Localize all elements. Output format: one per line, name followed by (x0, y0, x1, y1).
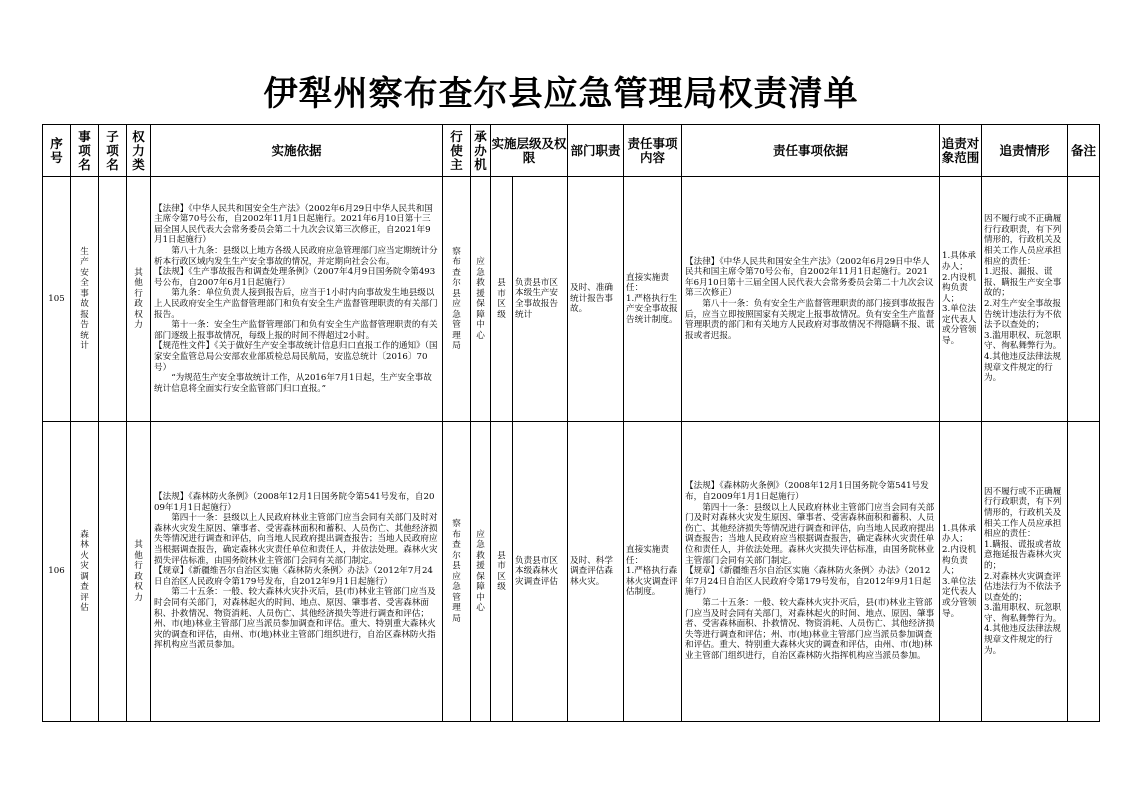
responsibility-table (42, 124, 1100, 722)
cell-resp-basis: 【法规】《森林防火条例》（2008年12月1日国务院令第541号发布，自2009年1月1日起施行） 第四十一条：县级以上人民政府林业主管部门应当会同有关部门及时对森林火灾发生原因、肇事者、受害森林面积和蓄积、人员伤亡、其他经济损失等情况进行调查和评估，向当地人民政府提出调查报告；当地人民政府应当根据调查报告，确定森林火灾责任单位和责任人，并依法处理。森林火灾损失评估标准，由国务院林业主管部门会同有关部门制定。 【规章】《新疆维吾尔自治区实施〈森林防火条例〉办法》（2012年7月24日自治区人民政府令第179号发布，自2012年9月1日起施行） 第二十五条：一般、较大森林火灾扑灭后，县(市)林业主管部门应当及时会同有关部门，对森林起火的时间、地点、原因、肇事者、受害森林面积、扑救情况、物资消耗、人员伤亡、其他经济损失等进行调查和评估；州、市(地)林业主管部门应当派员参加调查和评估。重大、特别重大森林火灾的调查和评估，由州、市(地)林业主管部门组织进行，自治区森林防火指挥机构应当派员参加。 (682, 422, 940, 722)
header-seq: 序号 (43, 125, 71, 177)
cell-level-detail: 负责县市区本级森林火灾调查评估 (513, 422, 568, 722)
cell-subject: 察布查尔县应急管理局 (443, 422, 471, 722)
cell-undertaker: 应急救援保障中心 (471, 177, 491, 422)
header-resp-basis: 责任事项依据 (682, 125, 940, 177)
cell-undertaker: 应急救援保障中心 (471, 422, 491, 722)
cell-resp-basis: 【法律】《中华人民共和国安全生产法》（2002年6月29日中华人民共和国主席令第70号公布，自2002年11月1日起施行。2021年6月10日第十三届全国人民代表大会常务委员会第二十九次会议第三次修正） 第八十一条：负有安全生产监督管理职责的部门接到事故报告后，应当立即按照国家有关规定上报事故情况。负有安全生产监督管理职责的部门和有关地方人民政府对事故情况不得隐瞒不报、谎报或者迟报。 (682, 177, 940, 422)
cell-scope: 1.具体承办人； 2.内设机构负责人； 3.单位法定代表人或分管领导。 (940, 422, 982, 722)
cell-basis: 【法规】《森林防火条例》（2008年12月1日国务院令第541号发布，自2009年1月1日起施行） 第四十一条：县级以上人民政府林业主管部门应当会同有关部门及时对森林火灾发生原因、肇事者、受害森林面积和蓄积、人员伤亡、其他经济损失等情况进行调查和评估，向当地人民政府提出调查报告；当地人民政府应当根据调查报告，确定森林火灾责任单位和责任人，并依法处理。森林火灾损失评估标准，由国务院林业主管部门会同有关部门制定。 【规章】《新疆维吾尔自治区实施〈森林防火条例〉办法》（2012年7月24日自治区人民政府令第179号发布，自2012年9月1日起施行） 第二十五条：一般、较大森林火灾扑灭后，县(市)林业主管部门应当及时会同有关部门，对森林起火的时间、地点、原因、肇事者、受害森林面积、扑救情况、物资消耗、人员伤亡、其他经济损失等进行调查和评估；州、市(地)林业主管部门应当派员参加调查和评估。重大、特别重大森林火灾的调查和评估，由州、市(地)林业主管部门组织进行，自治区森林防火指挥机构应当派员参加。 (151, 422, 443, 722)
page-title: 伊犁州察布查尔县应急管理局权责清单 (263, 74, 859, 114)
cell-dept-duty: 及时、准确统计报告事故。 (568, 177, 624, 422)
cell-level: 县市区级 (491, 422, 513, 722)
cell-subject: 察布查尔县应急管理局 (443, 177, 471, 422)
cell-power-type: 其他行政权力 (127, 177, 151, 422)
header-power-type: 权力类 (127, 125, 151, 177)
cell-basis: 【法律】《中华人民共和国安全生产法》（2002年6月29日中华人民共和国主席令第70号公布，自2002年11月1日起施行。2021年6月10日第十三届全国人民代表大会常务委员会第二十九次会议第三次修正，自2021年9月1日起施行） 第八十九条：县级以上地方各级人民政府应急管理部门应当定期统计分析本行政区域内发生生产安全事故的情况，并定期向社会公布。 【法规】《生产事故报告和调查处理条例》（2007年4月9日国务院令第493号公布，自2007年6月1日起施行） 第九条：单位负责人接到报告后，应当于1小时内向事故发生地县级以上人民政府安全生产监督管理部门和负有安全生产监督管理职责的有关部门报告。 第十一条：安全生产监督管理部门和负有安全生产监督管理职责的有关部门逐级上报事故情况，每级上报的时间不得超过2小时。 【规范性文件】《关于做好生产安全事故统计信息归口直报工作的通知》（国家安全监管总局公安部农业部质检总局民航局，安监总统计〔2016〕70号） “为规范生产安全事故统计工作，从2016年7月1日起，生产安全事故统计信息将全面实行安全监管部门归口直报。” (151, 177, 443, 422)
cell-dept-duty: 及时、科学调查评估森林火灾。 (568, 422, 624, 722)
cell-seq: 105 (43, 177, 71, 422)
cell-item-name: 生产安全事故报告统计 (71, 177, 99, 422)
header-row (43, 125, 1100, 177)
header-situation: 追责情形 (982, 125, 1068, 177)
cell-situation: 因不履行或不正确履行行政职责，有下列情形的，行政机关及相关工作人员应承担相应的责任： 1.迟报、漏报、谎报、瞒报生产安全事故的； 2.对生产安全事故报告统计违法行为不依法予以查处的； 3.滥用职权、玩忽职守、徇私舞弊行为。 4.其他违反法律法规规章文件规定的行为。 (982, 177, 1068, 422)
cell-item-name: 森林火灾调查评估 (71, 422, 99, 722)
header-level: 实施层级及权限 (491, 125, 568, 177)
header-subject: 行使主 (443, 125, 471, 177)
cell-scope: 1.具体承办人； 2.内设机构负责人； 3.单位法定代表人或分管领导。 (940, 177, 982, 422)
table-row (43, 177, 1100, 422)
cell-power-type: 其他行政权力 (127, 422, 151, 722)
header-dept-duty: 部门职责 (568, 125, 624, 177)
header-undertaker: 承办机 (471, 125, 491, 177)
header-basis: 实施依据 (151, 125, 443, 177)
cell-seq: 106 (43, 422, 71, 722)
header-resp-content: 责任事项内容 (624, 125, 682, 177)
cell-level-detail: 负责县市区本级生产安全事故报告统计 (513, 177, 568, 422)
header-item-name: 事项名 (71, 125, 99, 177)
cell-remark (1068, 422, 1100, 722)
table-row (43, 422, 1100, 722)
header-sub-item-name: 子项名 (99, 125, 127, 177)
cell-sub-item-name (99, 422, 127, 722)
cell-situation: 因不履行或不正确履行行政职责，有下列情形的，行政机关及相关工作人员应承担相应的责任： 1.瞒报、谎报或者故意拖延报告森林火灾的； 2.对森林火灾调查评估违法行为不依法予以查处的； 3.滥用职权、玩忽职守、徇私舞弊行为。 4.其他违反法律法规规章文件规定的行为。 (982, 422, 1068, 722)
cell-sub-item-name (99, 177, 127, 422)
cell-level: 县市区级 (491, 177, 513, 422)
header-scope: 追责对象范围 (940, 125, 982, 177)
cell-resp-content: 直接实施责任： 1.严格执行生产安全事故报告统计制度。 (624, 177, 682, 422)
cell-remark (1068, 177, 1100, 422)
cell-resp-content: 直接实施责任： 1.严格执行森林火灾调查评估制度。 (624, 422, 682, 722)
header-remark: 备注 (1068, 125, 1100, 177)
